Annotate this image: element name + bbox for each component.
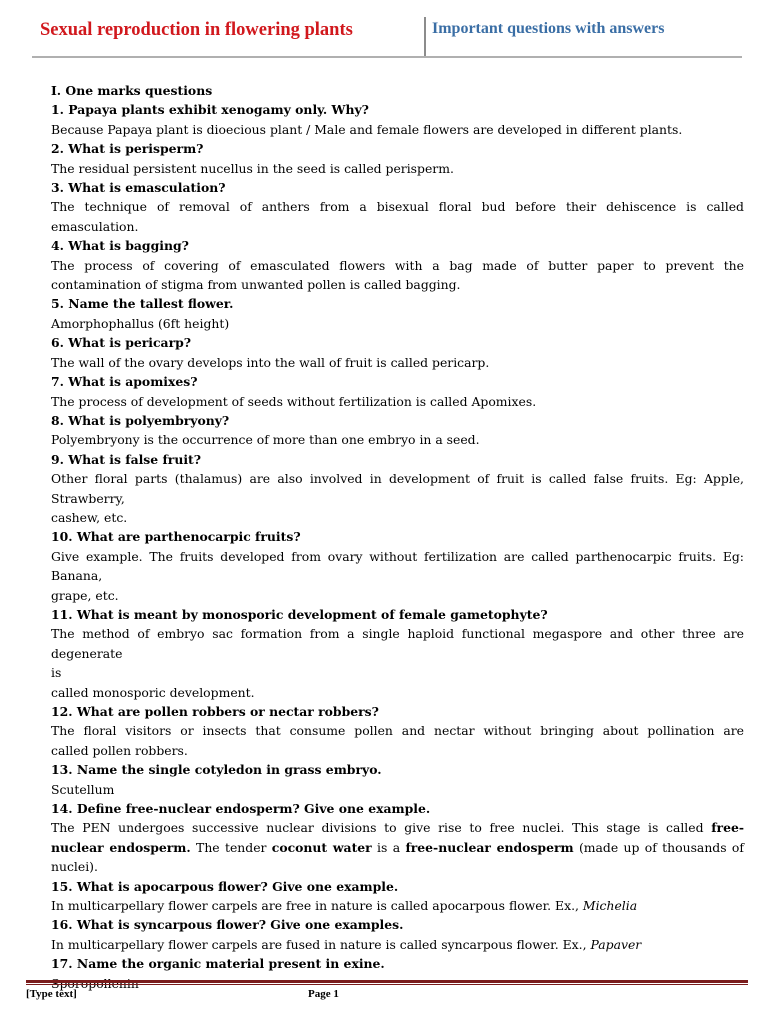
answer-12-line-2: called pollen robbers. [51,742,188,758]
answer-11-line-1: The method of embryo sac formation from a single haploid functional megaspore and other three are degenerate [51,626,744,661]
question-1: 1. Papaya plants exhibit xenogamy only. Why? [51,102,369,118]
header-divider [424,17,426,57]
answer-4-line-2: contamination of stigma from unwanted pollen is called bagging. [51,277,461,293]
question-2: 2. What is perisperm? [51,141,204,157]
answer-14-text: (made up of thousands of [573,839,744,855]
answer-14-line-3: nuclei). [51,859,98,875]
header-rule [32,56,742,58]
page-number: Page 1 [308,988,339,1000]
answer-14-line-2 [51,838,744,857]
answer-14-bold-term: nuclear endosperm. [51,839,191,855]
answer-9-line-1: Other floral parts (thalamus) are also involved in development of fruit is called false fruits. Eg: Apple, [51,471,744,487]
question-17: 17. Name the organic material present in exine. [51,956,385,972]
answer-15-text: In multicarpellary flower carpels are free in nature is called apocarpous flower. Ex., [51,898,583,914]
question-4: 4. What is bagging? [51,238,189,254]
answer-16-text: In multicarpellary flower carpels are fused in nature is called syncarpous flower. Ex., [51,936,591,952]
answer-14-bold-term: free- [711,820,744,836]
page-header [0,0,768,62]
question-7: 7. What is apomixes? [51,374,198,390]
document-title: Sexual reproduction in flowering plants [40,20,353,40]
answer-10-line-3: grape, etc. [51,587,119,603]
answer-7-line-1: The process of development of seeds without fertilization is called Apomixes. [51,393,537,409]
answer-16 [51,935,744,954]
question-9: 9. What is false fruit? [51,451,202,467]
answer-1-line-1: Because Papaya plant is dioecious plant / Male and female flowers are developed in different plants. [51,121,683,137]
answer-14-line-1 [51,818,744,837]
answer-13-line-1: Scutellum [51,781,115,797]
section-title: I. One marks questions [51,83,213,98]
answer-11-line-2: is [51,665,62,681]
answer-4-line-1: The process of covering of emasculated flowers with a bag made of butter paper to prevent the [51,257,744,273]
question-10: 10. What are parthenocarpic fruits? [51,529,301,545]
question-12: 12. What are pollen robbers or nectar robbers? [51,704,379,719]
answer-16-example: Papaver [590,936,642,952]
document-body [51,81,744,993]
answer-10-line-1: Give example. The fruits developed from ovary without fertilization are called parthenocarpic fruits. Eg: [51,548,744,564]
question-15: 15. What is apocarpous flower? Give one example. [51,878,399,894]
answer-6-line-1: The wall of the ovary develops into the wall of fruit is called pericarp. [51,354,490,370]
answer-12-line-1: The floral visitors or insects that consume pollen and nectar without bringing about pollination are [51,723,744,739]
answer-2-line-1: The residual persistent nucellus in the seed is called perisperm. [51,160,454,176]
question-11: 11. What is meant by monosporic development of female gametophyte? [51,606,548,622]
answer-14-text: The tender [190,839,272,855]
question-8: 8. What is polyembryony? [51,412,230,428]
answer-14-text: is a [371,839,406,855]
answer-14-text: The PEN undergoes successive nuclear divisions to give rise to free nuclei. This stage is called [51,820,712,836]
answer-11-line-3: called monosporic development. [51,684,255,700]
answer-14-bold-term: coconut water [271,839,372,855]
answer-8-line-1: Polyembryony is the occurrence of more than one embryo in a seed. [51,432,480,448]
answer-15 [51,896,744,915]
footer-rule [26,980,748,983]
question-13: 13. Name the single cotyledon in grass embryo. [51,762,382,778]
question-3: 3. What is emasculation? [51,180,226,196]
answer-9-line-3: cashew, etc. [51,509,128,525]
document-subtitle: Important questions with answers [432,20,665,37]
answer-14-bold-term: free-nuclear endosperm [405,839,574,855]
answer-9-line-2: Strawberry, [51,490,125,506]
answer-15-example: Michelia [582,898,638,914]
footer-text: [Type text] [26,988,77,1000]
question-16: 16. What is syncarpous flower? Give one examples. [51,917,404,933]
question-6: 6. What is pericarp? [51,335,192,351]
question-5: 5. Name the tallest flower. [51,296,234,312]
answer-3-line-1: The technique of removal of anthers from a bisexual floral bud before their dehiscence is called emasculation. [51,199,744,234]
answer-10-line-2: Banana, [51,568,103,584]
footer-rule-thin [26,984,748,985]
answer-5-line-1: Amorphophallus (6ft height) [51,315,230,331]
question-14: 14. Define free-nuclear endosperm? Give one example. [51,801,431,817]
qa-list [51,100,744,799]
